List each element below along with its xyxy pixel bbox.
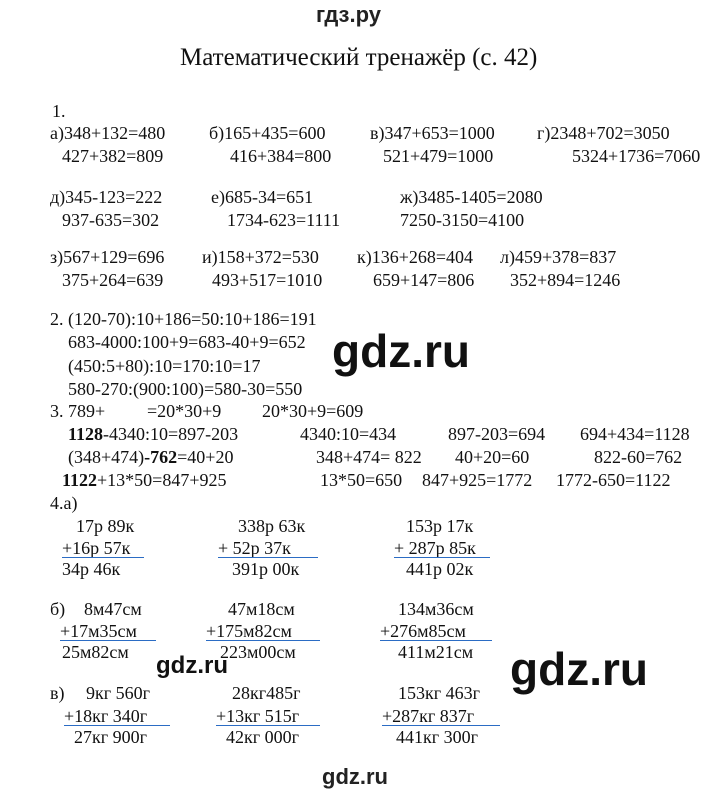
expression: 659+147=806 bbox=[373, 270, 475, 290]
column-addend: +287кг 837г bbox=[382, 706, 475, 726]
expression: д)345-123=222 bbox=[50, 187, 163, 207]
expression: 416+384=800 bbox=[230, 146, 332, 166]
column-addend: + 287р 85к bbox=[394, 538, 476, 558]
column-addend: +13кг 515г bbox=[216, 706, 300, 726]
task3-line: 4340:10=434 bbox=[300, 424, 397, 444]
column-addend: +175м82см bbox=[206, 621, 292, 641]
column-addend: +18кг 340г bbox=[64, 706, 148, 726]
expression: л)459+378=837 bbox=[500, 247, 617, 267]
task3-line: 13*50=650 bbox=[320, 470, 403, 490]
expression: 375+264=639 bbox=[62, 270, 164, 290]
task3-line: 1128-4340:10=897-203 bbox=[68, 424, 239, 444]
expression: 1734-623=1111 bbox=[227, 210, 341, 230]
page-title: Математический тренажёр (с. 42) bbox=[180, 44, 538, 71]
expression: г)2348+702=3050 bbox=[537, 123, 670, 143]
task3-line: 348+474= 822 bbox=[316, 447, 422, 467]
task3-line: (348+474)-762=40+20 bbox=[68, 447, 234, 467]
column-sum: 25м82см bbox=[62, 642, 129, 662]
column-sum: 441р 02к bbox=[406, 559, 474, 579]
task3-line: 847+925=1772 bbox=[422, 470, 533, 490]
task2-line: 683-4000:100+9=683-40+9=652 bbox=[68, 332, 306, 352]
task3-line: 40+20=60 bbox=[455, 447, 530, 467]
expression: 493+517=1010 bbox=[212, 270, 323, 290]
expression: б)165+435=600 bbox=[209, 123, 326, 143]
task3-line: 1122+13*50=847+925 bbox=[62, 470, 227, 490]
column-addend: 338р 63к bbox=[238, 516, 306, 536]
watermark: gdz.ru bbox=[156, 652, 228, 679]
task3-line: 3. 789+ bbox=[50, 401, 106, 421]
column-addend: 8м47см bbox=[84, 599, 142, 619]
column-sum: 27кг 900г bbox=[74, 727, 148, 747]
task3-line: 897-203=694 bbox=[448, 424, 546, 444]
expression: 352+894=1246 bbox=[510, 270, 621, 290]
expression: 937-635=302 bbox=[62, 210, 160, 230]
expression: з)567+129=696 bbox=[50, 247, 165, 267]
watermark: gdz.ru bbox=[332, 325, 470, 377]
column-addend: +16р 57к bbox=[62, 538, 131, 558]
task-number: 1. bbox=[52, 101, 66, 121]
expression: а)348+132=480 bbox=[50, 123, 166, 143]
expression: и)158+372=530 bbox=[202, 247, 319, 267]
footer-watermark: gdz.ru bbox=[322, 764, 388, 789]
column-addend: 153кг 463г bbox=[398, 683, 481, 703]
column-sum: 391р 00к bbox=[232, 559, 300, 579]
column-addend: 17р 89к bbox=[76, 516, 135, 536]
task2-line: (450:5+80):10=170:10=17 bbox=[68, 356, 261, 376]
column-addend: + 52р 37к bbox=[218, 538, 291, 558]
expression: 521+479=1000 bbox=[383, 146, 494, 166]
task3-line: =20*30+9 bbox=[147, 401, 222, 421]
expression: е)685-34=651 bbox=[211, 187, 314, 207]
column-addend: 28кг485г bbox=[232, 683, 301, 703]
expression: 427+382=809 bbox=[62, 146, 164, 166]
column-addend: 9кг 560г bbox=[86, 683, 151, 703]
column-sum: 441кг 300г bbox=[396, 727, 479, 747]
task2-line: 2. (120-70):10+186=50:10+186=191 bbox=[50, 309, 317, 329]
task3-line: 1772-650=1122 bbox=[556, 470, 671, 490]
expression: в)347+653=1000 bbox=[370, 123, 495, 143]
task4-label: 4.а) bbox=[50, 493, 78, 513]
column-addend: 153р 17к bbox=[406, 516, 474, 536]
column-sum: 223м00см bbox=[220, 642, 296, 662]
site-label: гдз.ру bbox=[316, 2, 381, 27]
expression: ж)3485-1405=2080 bbox=[400, 187, 543, 207]
task3-line: 822-60=762 bbox=[594, 447, 683, 467]
column-addend: 47м18см bbox=[228, 599, 295, 619]
task2-line: 580-270:(900:100)=580-30=550 bbox=[68, 379, 303, 399]
expression: 7250-3150=4100 bbox=[400, 210, 525, 230]
column-sum: 42кг 000г bbox=[226, 727, 300, 747]
task4-label: б) bbox=[50, 599, 66, 619]
watermark: gdz.ru bbox=[510, 643, 648, 695]
task4-label: в) bbox=[50, 683, 65, 703]
column-sum: 34р 46к bbox=[62, 559, 121, 579]
column-addend: +276м85см bbox=[380, 621, 466, 641]
column-addend: +17м35см bbox=[60, 621, 137, 641]
column-sum: 411м21см bbox=[398, 642, 474, 662]
expression: к)136+268=404 bbox=[357, 247, 474, 267]
task3-line: 694+434=1128 bbox=[580, 424, 690, 444]
expression: 5324+1736=7060 bbox=[572, 146, 701, 166]
task3-line: 20*30+9=609 bbox=[262, 401, 364, 421]
column-addend: 134м36см bbox=[398, 599, 474, 619]
